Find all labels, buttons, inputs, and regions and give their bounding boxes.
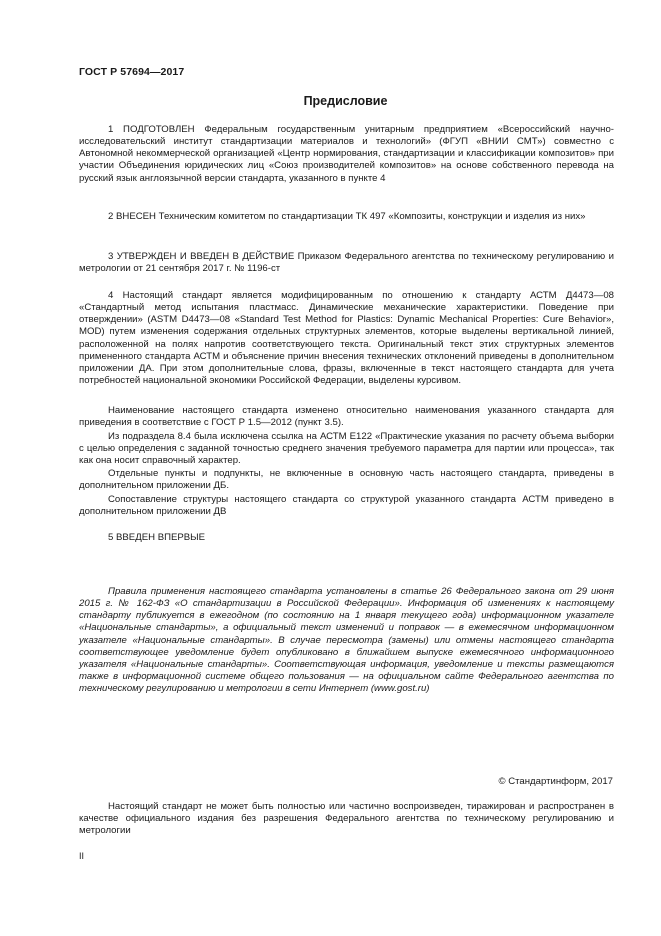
paragraph-3-approved: 3 УТВЕРЖДЕН И ВВЕДЕН В ДЕЙСТВИЕ Приказом Федерального агентства по техническому регулированию и метрологии от 21 сентября 2017 г. № 1196-ст	[79, 251, 614, 275]
reproduction-notice: Настоящий стандарт не может быть полностью или частично воспроизведен, тиражирован и распространен в качестве официального издания без разрешения Федерального агентства по техническому регулированию и метрологии	[79, 801, 614, 837]
application-rules-notice: Правила применения настоящего стандарта установлены в статье 26 Федерального закона от 29 июня 2015 г. № 162-ФЗ «О стандартизации в Российской Федерации». Информация об изменениях к настоящему стандарту публикуется в ежегодном (по состоянию на 1 января текущего года) информационном указателе «Национальные стандарты», а официальный текст изменений и поправок — в ежемесячном информационном указателе «Национальные стандарты». В случае пересмотра (замены) или отмены настоящего стандарта соответствующее уведомление будет опубликовано в ближайшем выпуске ежемесячного информационного указателя «Национальные стандарты». Соответствующая информация, уведомление и тексты размещаются также в информационной системе общего пользования — на официальном сайте Федерального агентства по техническому регулированию и метрологии в сети Интернет (www.gost.ru)	[79, 586, 614, 695]
gost-code-header: ГОСТ Р 57694—2017	[79, 66, 185, 78]
paragraph-4-appendix-dv: Сопоставление структуры настоящего стандарта со структурой указанного стандарта АСТМ приведено в дополнительном приложении ДВ	[79, 494, 614, 518]
paragraph-2-introduced: 2 ВНЕСЕН Техническим комитетом по стандартизации ТК 497 «Композиты, конструкции и изделия из них»	[108, 211, 586, 222]
page-number: II	[79, 851, 85, 861]
paragraph-5-first-introduced: 5 ВВЕДЕН ВПЕРВЫЕ	[108, 532, 206, 543]
page-title: Предисловие	[303, 94, 388, 108]
paragraph-4-name-change: Наименование настоящего стандарта изменено относительно наименования указанного стандарта для приведения в соответствие с ГОСТ Р 1.5—2012 (пункт 3.5).	[79, 405, 614, 429]
paragraph-4-modified: 4 Настоящий стандарт является модифицированным по отношению к стандарту АСТМ Д4473—08 «Стандартный метод испытания пластмасс. Динамические механические характеристики. Поведение при отверждении» (ASTM D4473—08 «Standard Test Method for Plastics: Dynamic Mechanical Properties: Cure Behavior», MOD) путем изменения содержания отдельных структурных элементов, которые выделены вертикальной линией, расположенной на полях напротив соответствующего текста. Оригинальный текст этих структурных элементов примененного стандарта АСТМ и объяснение причин внесения технических отклонений приведены в дополнительном приложении ДА. При этом дополнительные слова, фразы, включенные в текст настоящего стандарта для учета потребностей национальной экономики Российской Федерации, выделены курсивом.	[79, 290, 614, 387]
copyright: © Стандартинформ, 2017	[498, 776, 613, 787]
paragraph-4-excluded-reference: Из подраздела 8.4 была исключена ссылка на АСТМ Е122 «Практические указания по расчету объема выборки с целью определения с заданной точностью среднего значения требуемого параметра для партии или процесса», так как она носит справочный характер.	[79, 431, 614, 467]
paragraph-4-appendix-db: Отдельные пункты и подпункты, не включенные в основную часть настоящего стандарта, приведены в дополнительном приложении ДБ.	[79, 468, 614, 492]
paragraph-1-prepared: 1 ПОДГОТОВЛЕН Федеральным государственным унитарным предприятием «Всероссийский научно-исследовательский институт стандартизации материалов и технологий» (ФГУП «ВНИИ СМТ») совместно с Автономной некоммерческой организацией «Центр нормирования, стандартизации и классификации композитов» при участии Объединения юридических лиц «Союз производителей композитов» на основе собственного перевода на русский язык англоязычной версии стандарта, указанного в пункте 4	[79, 124, 614, 184]
